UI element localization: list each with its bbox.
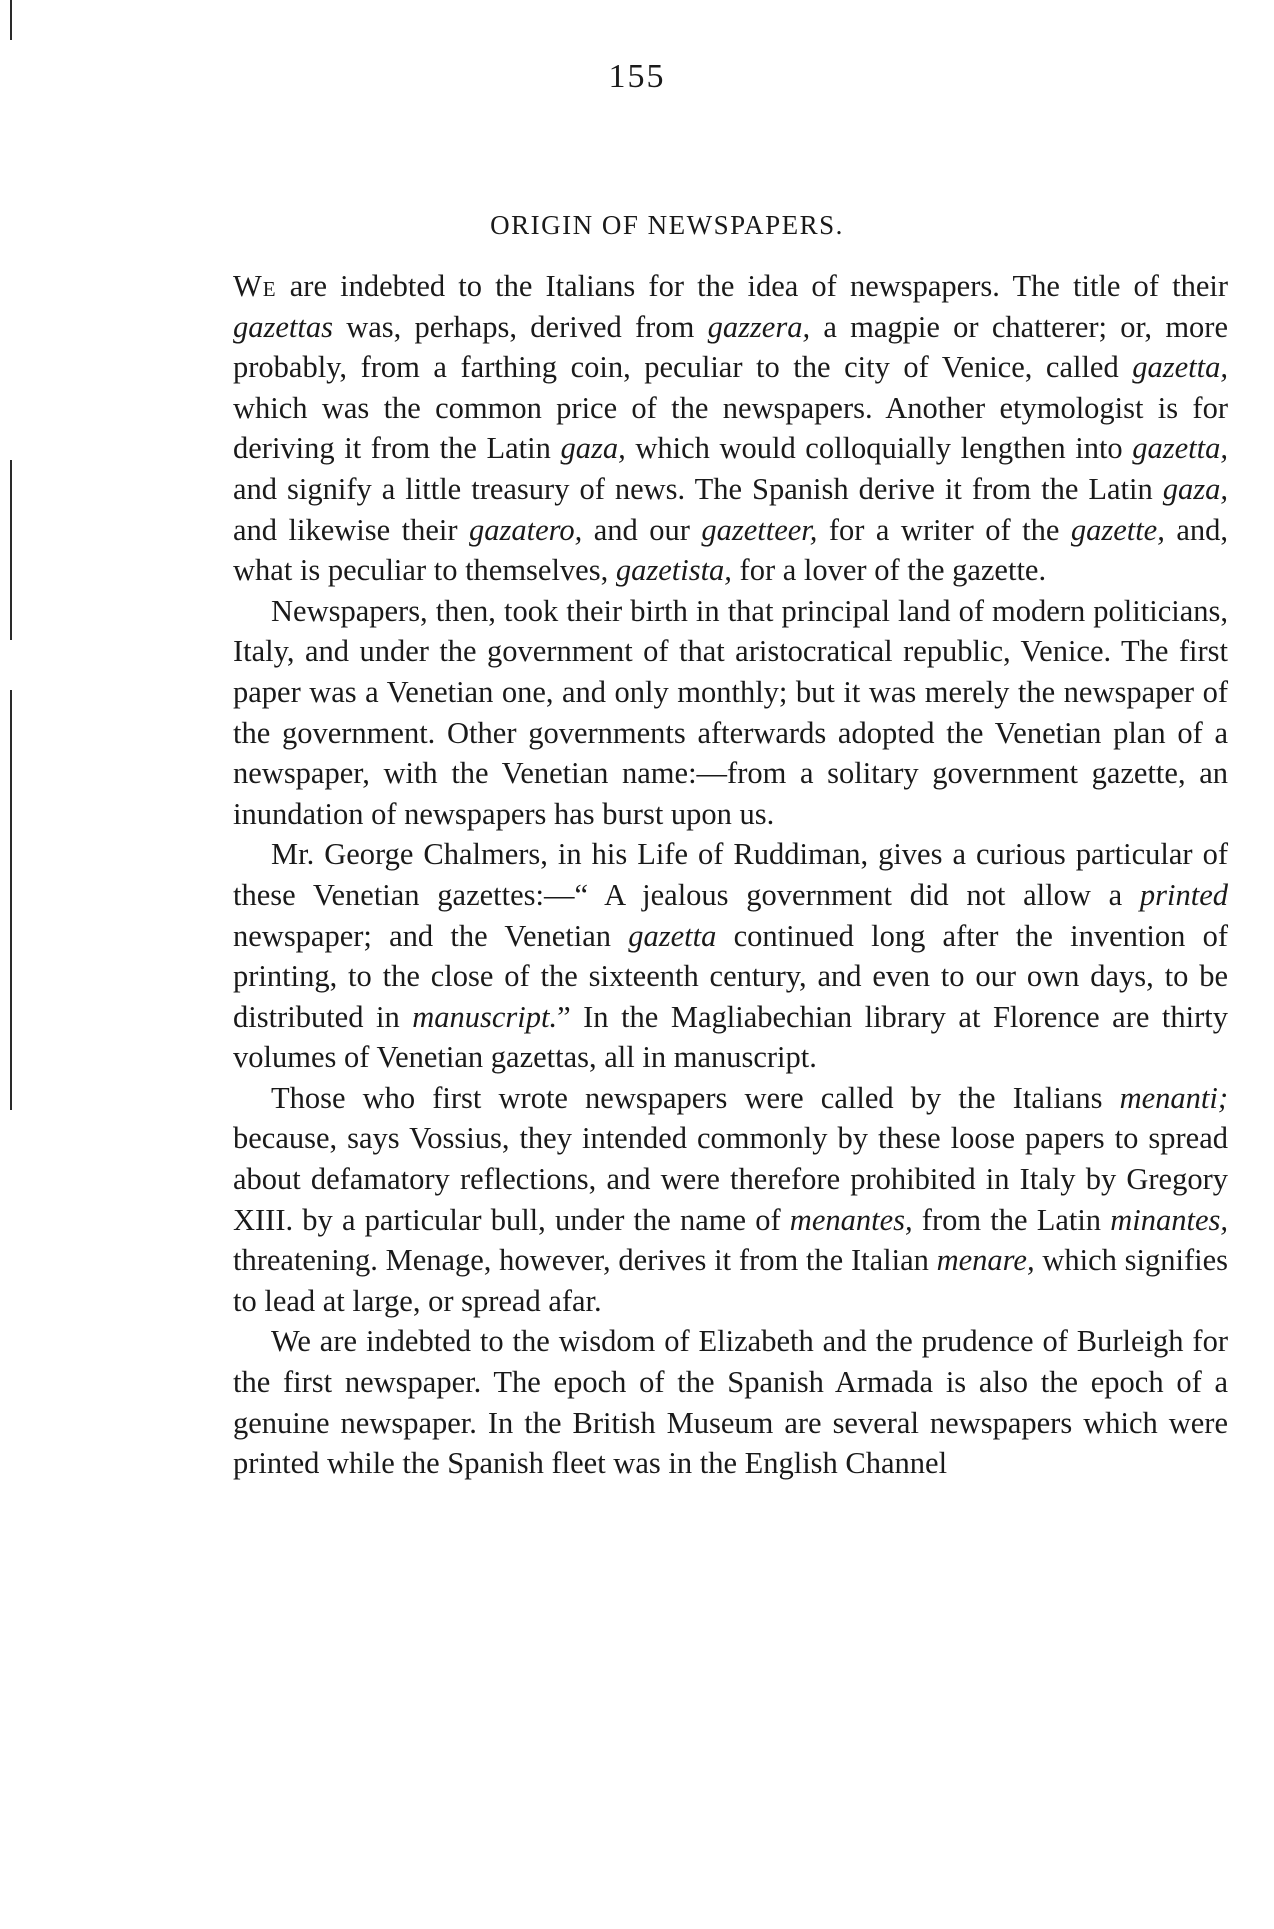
italic-term: menare, [936, 1243, 1035, 1278]
italic-term: minantes, [1110, 1202, 1228, 1237]
text-run: which signifies to lead at large, or spread afar. [233, 1243, 1228, 1318]
italic-term: gazetteer, [701, 512, 818, 547]
paragraph [233, 834, 1228, 1078]
paragraph [233, 266, 1228, 591]
text-run: and our [582, 512, 702, 547]
paragraph [233, 1321, 1228, 1483]
text-run: which was the common price of the newspapers. Another etymologist is for deriving it from the Latin [233, 390, 1228, 466]
italic-term: gazetta [628, 918, 717, 953]
text-run: ” In the Magliabechian library at Florence are thirty volumes of Venetian gazettas, all in manuscript. [233, 999, 1228, 1075]
text-run: Mr. George Chalmers, in his Life of Ruddiman, gives a curious particular of these Venetian gazettes:—“ A jealous government did not allow a [233, 837, 1228, 912]
italic-term: gaza, [560, 431, 626, 466]
italic-term: menantes, [789, 1202, 913, 1237]
text-run: was, perhaps, derived from [332, 309, 708, 344]
gutter-shadow [10, 690, 12, 1110]
italic-term: gazette, [1070, 512, 1165, 547]
gutter-shadow [10, 0, 12, 40]
text-run: which would colloquially lengthen into [625, 431, 1133, 466]
text-run: a magpie or chatterer; or, more probably, from a farthing coin, peculiar to the city of Venice, called [233, 309, 1228, 385]
text-run: and likewise their [233, 512, 469, 547]
italic-term: gaza, [1162, 471, 1228, 506]
text-run: Those who first wrote newspapers were called by the Italians [271, 1080, 1120, 1115]
paragraph [233, 591, 1228, 835]
text-run: threatening. Menage, however, derives it from the Italian [233, 1243, 937, 1278]
paragraph-lead-word: We [233, 269, 277, 303]
article-body [233, 266, 1228, 1484]
text-run: are indebted to the Italians for the idea of newspapers. The title of their [276, 269, 1228, 303]
italic-term: gazettas [233, 309, 333, 344]
text-run: because, says Vossius, they intended commonly by these loose papers to spread about defamatory reflections, and were therefore prohibited in Italy by Gregory XIII. by a particular bull, under the name of [233, 1121, 1228, 1237]
text-run: Newspapers, then, took their birth in that principal land of modern politicians, Italy, and under the government of that aristocratical republic, Venice. The first paper was a Venetian one, and only monthly; but it was merely the newspaper of the government. Other governments afterwards adopted the Venetian plan of a newspaper, with the Venetian name:—from a solitary government gazette, an inundation of newspapers has burst upon us. [233, 593, 1228, 831]
text-run: for a lover of the gazette. [731, 553, 1047, 588]
italic-term: printed [1139, 877, 1228, 912]
italic-term: gazzera, [707, 309, 811, 344]
italic-term: manuscript. [412, 999, 558, 1034]
text-run: We are indebted to the wisdom of Elizabeth and the prudence of Burleigh for the first newspaper. The epoch of the Spanish Armada is also the epoch of a genuine newspaper. In the British Museum are several newspapers which were printed while the Spanish fleet was in the English Channel [233, 1324, 1228, 1481]
text-run: and signify a little treasury of news. The Spanish derive it from the Latin [233, 471, 1163, 506]
text-run: and, what is peculiar to themselves, [233, 512, 1228, 588]
text-run: newspaper; and the Venetian [233, 918, 629, 953]
page-number: 155 [608, 58, 666, 95]
gutter-shadow [10, 460, 12, 640]
italic-term: gazatero, [469, 512, 583, 547]
italic-term: gazetista, [615, 553, 732, 588]
italic-term: gazetta, [1132, 431, 1228, 466]
text-run: for a writer of the [817, 512, 1071, 547]
page-title: ORIGIN OF NEWSPAPERS. [490, 210, 844, 240]
text-run: from the Latin [912, 1202, 1111, 1237]
italic-term: menanti; [1119, 1080, 1228, 1115]
text-run: continued long after the invention of printing, to the close of the sixteenth century, and even to our own days, to be distributed in [233, 918, 1228, 1034]
italic-term: gazetta, [1132, 350, 1228, 385]
paragraph [233, 1078, 1228, 1322]
